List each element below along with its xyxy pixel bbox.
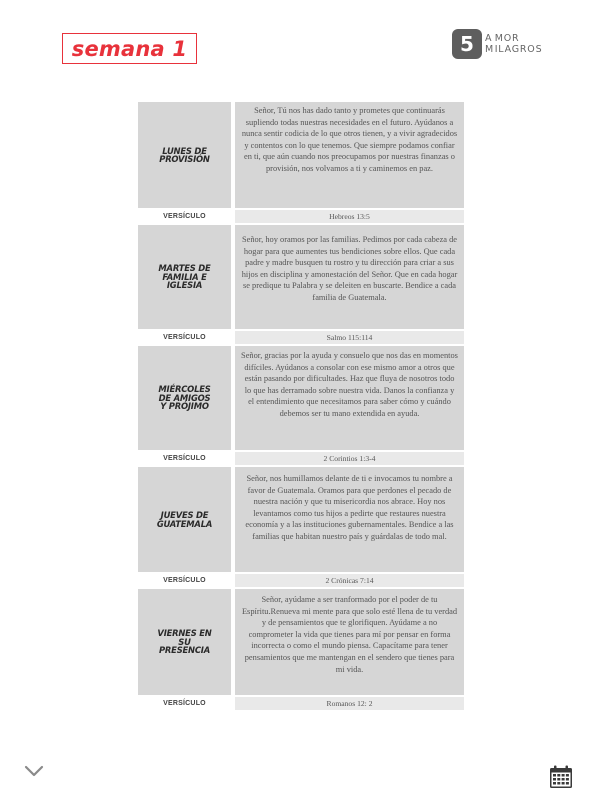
day-cell bbox=[138, 589, 231, 695]
verse-reference: Salmo 115:114 bbox=[235, 331, 464, 344]
day-row-viernes bbox=[138, 589, 464, 695]
logo-word-m: ILAGROS bbox=[494, 44, 543, 55]
prayer-text: Señor, Tú nos has dado tanto y prometes que continuarás supliendo todas nuestras necesidades en el futuro. Ayúdanos a nunca sentir codicia de lo que otros tienen, y a vivir agradecidos y contentos con lo que tenemos. Que siempre podamos confiar en ti, que aún cuando nos preocupamos por nuestras finanzas o provisión, nos volvamos a ti y caminemos en paz. bbox=[235, 102, 464, 208]
prayer-text: Señor, nos humillamos delante de ti e invocamos tu nombre a favor de Guatemala. Oramos para que perdones el pecado de nuestra nación y que tu misericordia nos abrace. Hoy nos levantamos como tus hijos a pedirte que restaures nuestra economía y a las instituciones gubernamentales. Bendice a las familias que habitan nuestro país y guárdalas de todo mal. bbox=[235, 467, 464, 572]
week-badge bbox=[62, 33, 197, 64]
prayer-text: Señor, hoy oramos por las familias. Pedimos por cada cabeza de hogar para que aumentes tus bendiciones sobre ellos. Que cada padre y madre busquen tu rostro y tu dirección para criar a sus hijos en disciplina y amonestación del Señor. Que en cada hogar se predique tu Palabra y se deleiten en buscarte. Bendice a cada familia de Guatemala. bbox=[235, 225, 464, 329]
verse-label: VERSÍCULO bbox=[138, 331, 231, 344]
logo-letter-a: A bbox=[485, 33, 492, 44]
week-title: semana 1 bbox=[71, 36, 188, 61]
verse-reference: 2 Corintios 1:3-4 bbox=[235, 452, 464, 465]
logo-letters bbox=[485, 33, 494, 55]
day-title: VIERNES EN SU PRESENCIA bbox=[157, 628, 212, 656]
day-cell bbox=[138, 102, 231, 208]
day-cell bbox=[138, 225, 231, 329]
chevron-down-icon[interactable] bbox=[24, 764, 44, 778]
prayer-text: Señor, gracias por la ayuda y consuelo que nos das en momentos difíciles. Ayúdanos a consolar con ese mismo amor a otros que están pasando por dificultades. Haz que fluya de nosotros todo lo que has derramado sobre nuestra vida. Danos la confianza y el entendimiento que necesitamos para saber cómo y cuándo debemos ser tu mano extendida en ayuda. bbox=[235, 346, 464, 450]
verse-row bbox=[138, 697, 464, 710]
day-row-martes bbox=[138, 225, 464, 329]
day-title: MIÉRCOLES DE AMIGOS Y PRÓJIMO bbox=[158, 384, 211, 412]
day-title: LUNES DE PROVISIÓN bbox=[159, 145, 210, 164]
day-title: MARTES DE FAMILIA E IGLESIA bbox=[158, 263, 211, 291]
verse-label: VERSÍCULO bbox=[138, 574, 231, 587]
verse-reference: Hebreos 13:5 bbox=[235, 210, 464, 223]
logo-letter-m: M bbox=[485, 44, 494, 55]
verse-row bbox=[138, 210, 464, 223]
verse-row bbox=[138, 452, 464, 465]
day-title: JUEVES DE GUATEMALA bbox=[156, 510, 213, 529]
logo-numeral: 5 bbox=[460, 32, 474, 56]
verse-row bbox=[138, 331, 464, 344]
verse-label: VERSÍCULO bbox=[138, 210, 231, 223]
verse-reference: 2 Crónicas 7:14 bbox=[235, 574, 464, 587]
brand-logo bbox=[452, 28, 542, 60]
day-row-lunes bbox=[138, 102, 464, 208]
logo-word-a: MOR bbox=[494, 33, 520, 44]
logo-mark bbox=[452, 29, 482, 59]
day-cell bbox=[138, 467, 231, 572]
prayer-text: Señor, ayúdame a ser tranformado por el poder de tu Espíritu.Renueva mi mente para que solo esté llena de tu verdad y de pensamientos que te glorifiquen. Ayúdame a no comprometer la vida que tienes para mí por pensar en forma incorrecta o como el mundo piensa. Capacítame para tener pensamientos que me mantengan en el sendero que tienes para mi vida. bbox=[235, 589, 464, 695]
day-row-miercoles bbox=[138, 346, 464, 450]
verse-label: VERSÍCULO bbox=[138, 452, 231, 465]
logo-words bbox=[495, 33, 543, 55]
prayer-table bbox=[138, 102, 464, 712]
calendar-icon[interactable] bbox=[549, 765, 573, 789]
verse-reference: Romanos 12: 2 bbox=[235, 697, 464, 710]
day-row-jueves bbox=[138, 467, 464, 572]
verse-label: VERSÍCULO bbox=[138, 697, 231, 710]
day-cell bbox=[138, 346, 231, 450]
verse-row bbox=[138, 574, 464, 587]
